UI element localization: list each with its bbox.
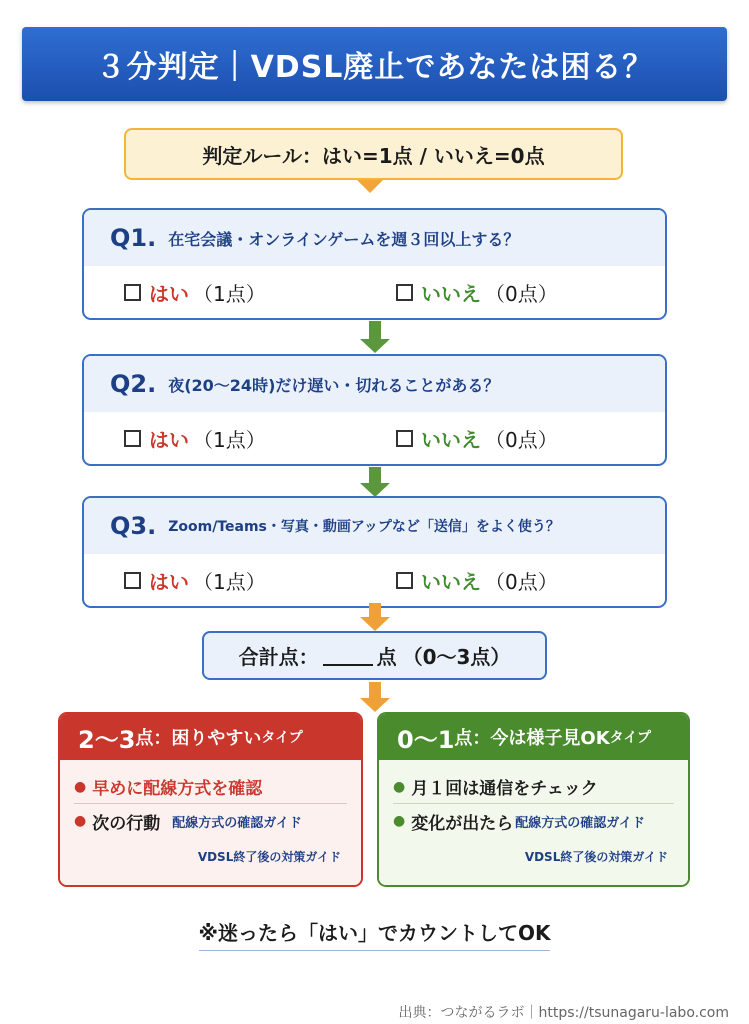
question-header — [84, 498, 665, 554]
total-label: 合計点： — [238, 645, 319, 669]
option-no-points: （0点） — [485, 428, 558, 452]
result-line-text: 変化が出たら — [411, 813, 514, 834]
wiring-guide-link[interactable]: 配線方式の確認ガイド — [172, 815, 302, 831]
bullet-icon: ● — [74, 778, 87, 795]
option-yes-points: （1点） — [193, 570, 266, 594]
vdsl-guide-link[interactable]: VDSL終了後の対策ガイド — [524, 850, 668, 864]
question-card-3 — [82, 496, 667, 608]
option-no-points: （0点） — [485, 282, 558, 306]
option-yes-points: （1点） — [193, 428, 266, 452]
score-blank[interactable] — [323, 646, 373, 666]
footnote-text: ※迷ったら「はい」でカウントしてOK — [199, 917, 551, 951]
option-yes-label: はい — [149, 570, 189, 594]
option-no[interactable] — [396, 424, 558, 453]
bullet-icon: ● — [393, 778, 406, 795]
question-text: 在宅会議・オンラインゲームを週３回以上する？ — [168, 229, 520, 249]
option-no[interactable] — [396, 278, 558, 307]
result-type: 困りやすい — [171, 728, 262, 749]
wiring-guide-link[interactable]: 配線方式の確認ガイド — [515, 815, 645, 831]
rule-pointer — [357, 180, 383, 193]
page-title: ３分判定｜VDSL廃止であなたは困る？ — [22, 27, 727, 101]
option-yes-points: （1点） — [193, 282, 266, 306]
question-text: 夜(20〜24時)だけ遅い・切れることがある？ — [168, 375, 500, 395]
footnote — [0, 917, 749, 951]
result-line-text: 月１回は通信をチェック — [411, 779, 598, 799]
result-line-text: 次の行動 — [92, 813, 161, 834]
option-no[interactable] — [396, 566, 558, 595]
option-no-label: いいえ — [421, 282, 481, 306]
question-card-1 — [82, 208, 667, 320]
result-score-unit: 点： — [135, 728, 172, 749]
rule-box: 判定ルール：はい=1点 / いいえ=0点 — [124, 128, 623, 180]
checkbox-icon[interactable] — [396, 284, 413, 301]
result-line-1 — [74, 770, 347, 804]
result-type-suffix: タイプ — [609, 730, 651, 746]
checkbox-icon[interactable] — [124, 572, 141, 589]
checkbox-icon[interactable] — [124, 430, 141, 447]
result-type: 今は様子見OK — [490, 728, 610, 749]
result-type-suffix: タイプ — [261, 730, 303, 746]
option-yes[interactable] — [124, 424, 266, 453]
total-range: （0〜3点） — [402, 645, 511, 669]
arrow-down-icon — [360, 321, 390, 353]
source-credit: 出典：つながるラボ｜https://tsunagaru-labo.com — [398, 1005, 729, 1021]
arrow-down-icon — [360, 467, 390, 497]
option-yes[interactable] — [124, 278, 266, 307]
question-number: Q3. — [110, 512, 157, 540]
arrow-down-icon — [360, 682, 390, 712]
result-score: 0〜1 — [397, 725, 455, 754]
option-yes-label: はい — [149, 282, 189, 306]
option-no-label: いいえ — [421, 570, 481, 594]
total-score-box — [202, 631, 547, 680]
option-yes[interactable] — [124, 566, 266, 595]
result-line-1 — [393, 770, 674, 804]
question-number: Q2. — [110, 370, 157, 398]
bullet-icon: ● — [74, 813, 87, 829]
result-line-text: 早めに配線方式を確認 — [92, 779, 263, 799]
checkbox-icon[interactable] — [124, 284, 141, 301]
result-header — [60, 714, 361, 760]
vdsl-guide-link[interactable]: VDSL終了後の対策ガイド — [197, 850, 341, 864]
option-yes-label: はい — [149, 428, 189, 452]
question-card-2 — [82, 354, 667, 466]
result-line-2 — [74, 804, 347, 838]
total-unit: 点 — [376, 645, 397, 669]
option-no-label: いいえ — [421, 428, 481, 452]
arrow-down-icon — [360, 603, 390, 631]
question-number: Q1. — [110, 224, 157, 252]
option-no-points: （0点） — [485, 570, 558, 594]
result-card-high — [58, 712, 363, 887]
checkbox-icon[interactable] — [396, 430, 413, 447]
result-score: 2〜3 — [78, 725, 136, 754]
question-header — [84, 356, 665, 412]
checkbox-icon[interactable] — [396, 572, 413, 589]
question-text: Zoom/Teams・写真・動画アップなど「送信」をよく使う？ — [168, 519, 560, 535]
result-line-2 — [393, 804, 674, 838]
question-header — [84, 210, 665, 266]
result-card-low — [377, 712, 690, 887]
bullet-icon: ● — [393, 813, 406, 829]
result-score-unit: 点： — [454, 728, 491, 749]
result-header — [379, 714, 688, 760]
